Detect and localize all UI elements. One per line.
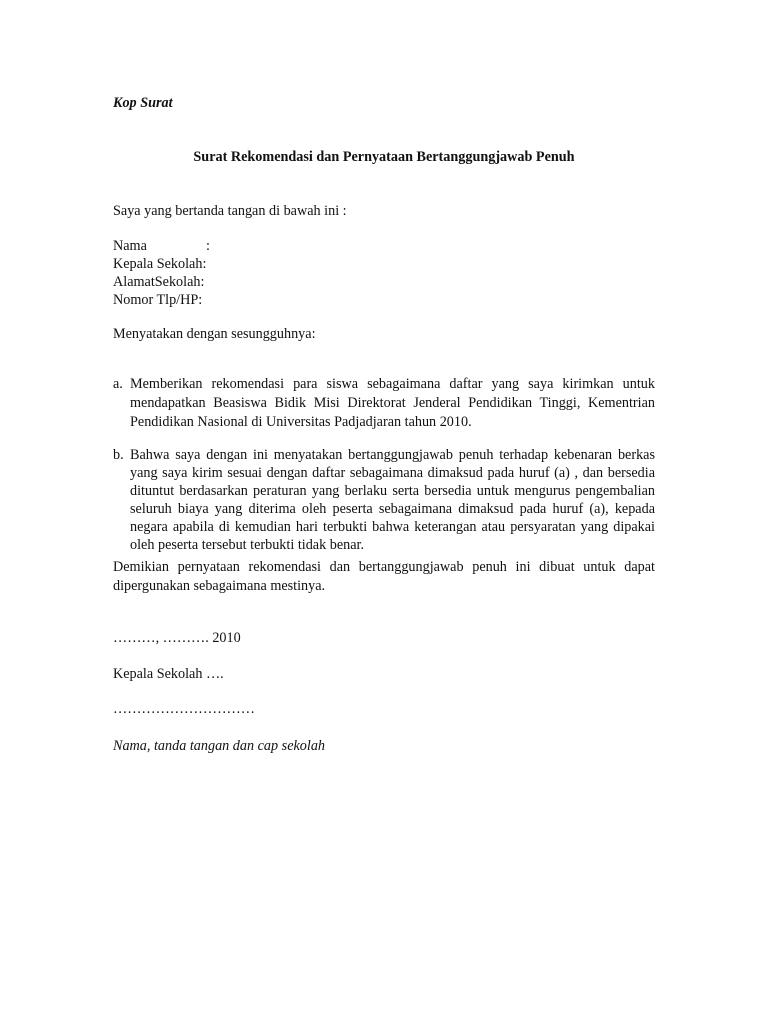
list-item-text: Memberikan rekomendasi para siswa sebagaimana daftar yang saya kirimkan untuk mendapatkan Beasiswa Bidik Misi Direktorat Jenderal Pendidikan Tinggi, Kementrian Pendidikan Nasional di Universitas Padjadjaran tahun 2010. [130,376,655,431]
signatory-title: Kepala Sekolah …. [113,666,224,682]
list-item-b [113,446,655,554]
list-marker: a. [113,376,123,393]
field-row-alamat-sekolah [113,273,655,291]
field-label-nomor-tlp: Nomor Tlp/HP [113,292,199,308]
field-row-nama [113,237,655,255]
field-colon: : [200,274,205,290]
field-label-kepala-sekolah: Kepala Sekolah [113,256,203,272]
letter-title: Surat Rekomendasi dan Pernyataan Bertanggungjawab Penuh [193,149,575,165]
closing-paragraph: Demikian pernyataan rekomendasi dan bertanggungjawab penuh ini dibuat untuk dapat dipergunakan sebagaimana mestinya. [113,559,655,594]
intro-text: Saya yang bertanda tangan di bawah ini : [113,203,347,219]
list-item-a [113,375,655,432]
list-marker: b. [113,447,124,464]
list-item-text: Bahwa saya dengan ini menyatakan bertanggungjawab penuh terhadap kebenaran berkas yang saya kirim sesuai dengan daftar sebagaimana dimaksud pada huruf (a) , dan bersedia dituntut berdasarkan peraturan yang berlaku serta bersedia untuk mengurus pengembalian seluruh biaya yang diterima oleh peserta sebagaimana dimaksud pada huruf (a), kepada negara apabila di kemudian hari terbukti bahwa keterangan atau persyaratan yang dipakai oleh peserta tersebut terbukti tidak benar. [130,447,655,554]
field-label-nama: Nama [113,238,147,254]
field-colon: : [198,292,203,308]
field-colon: : [202,256,207,272]
field-row-nomor-tlp [113,291,655,309]
identity-fields [113,237,655,309]
field-colon: : [206,238,210,254]
letterhead-placeholder: Kop Surat [113,95,173,111]
field-row-kepala-sekolah [113,255,655,273]
signature-line: ………………………… [113,701,255,717]
place-date: ………, ………. 2010 [113,630,241,646]
field-label-alamat-sekolah: AlamatSekolah [113,274,201,290]
signature-note: Nama, tanda tangan dan cap sekolah [113,738,326,754]
declaration-heading: Menyatakan dengan sesungguhnya: [113,326,316,342]
